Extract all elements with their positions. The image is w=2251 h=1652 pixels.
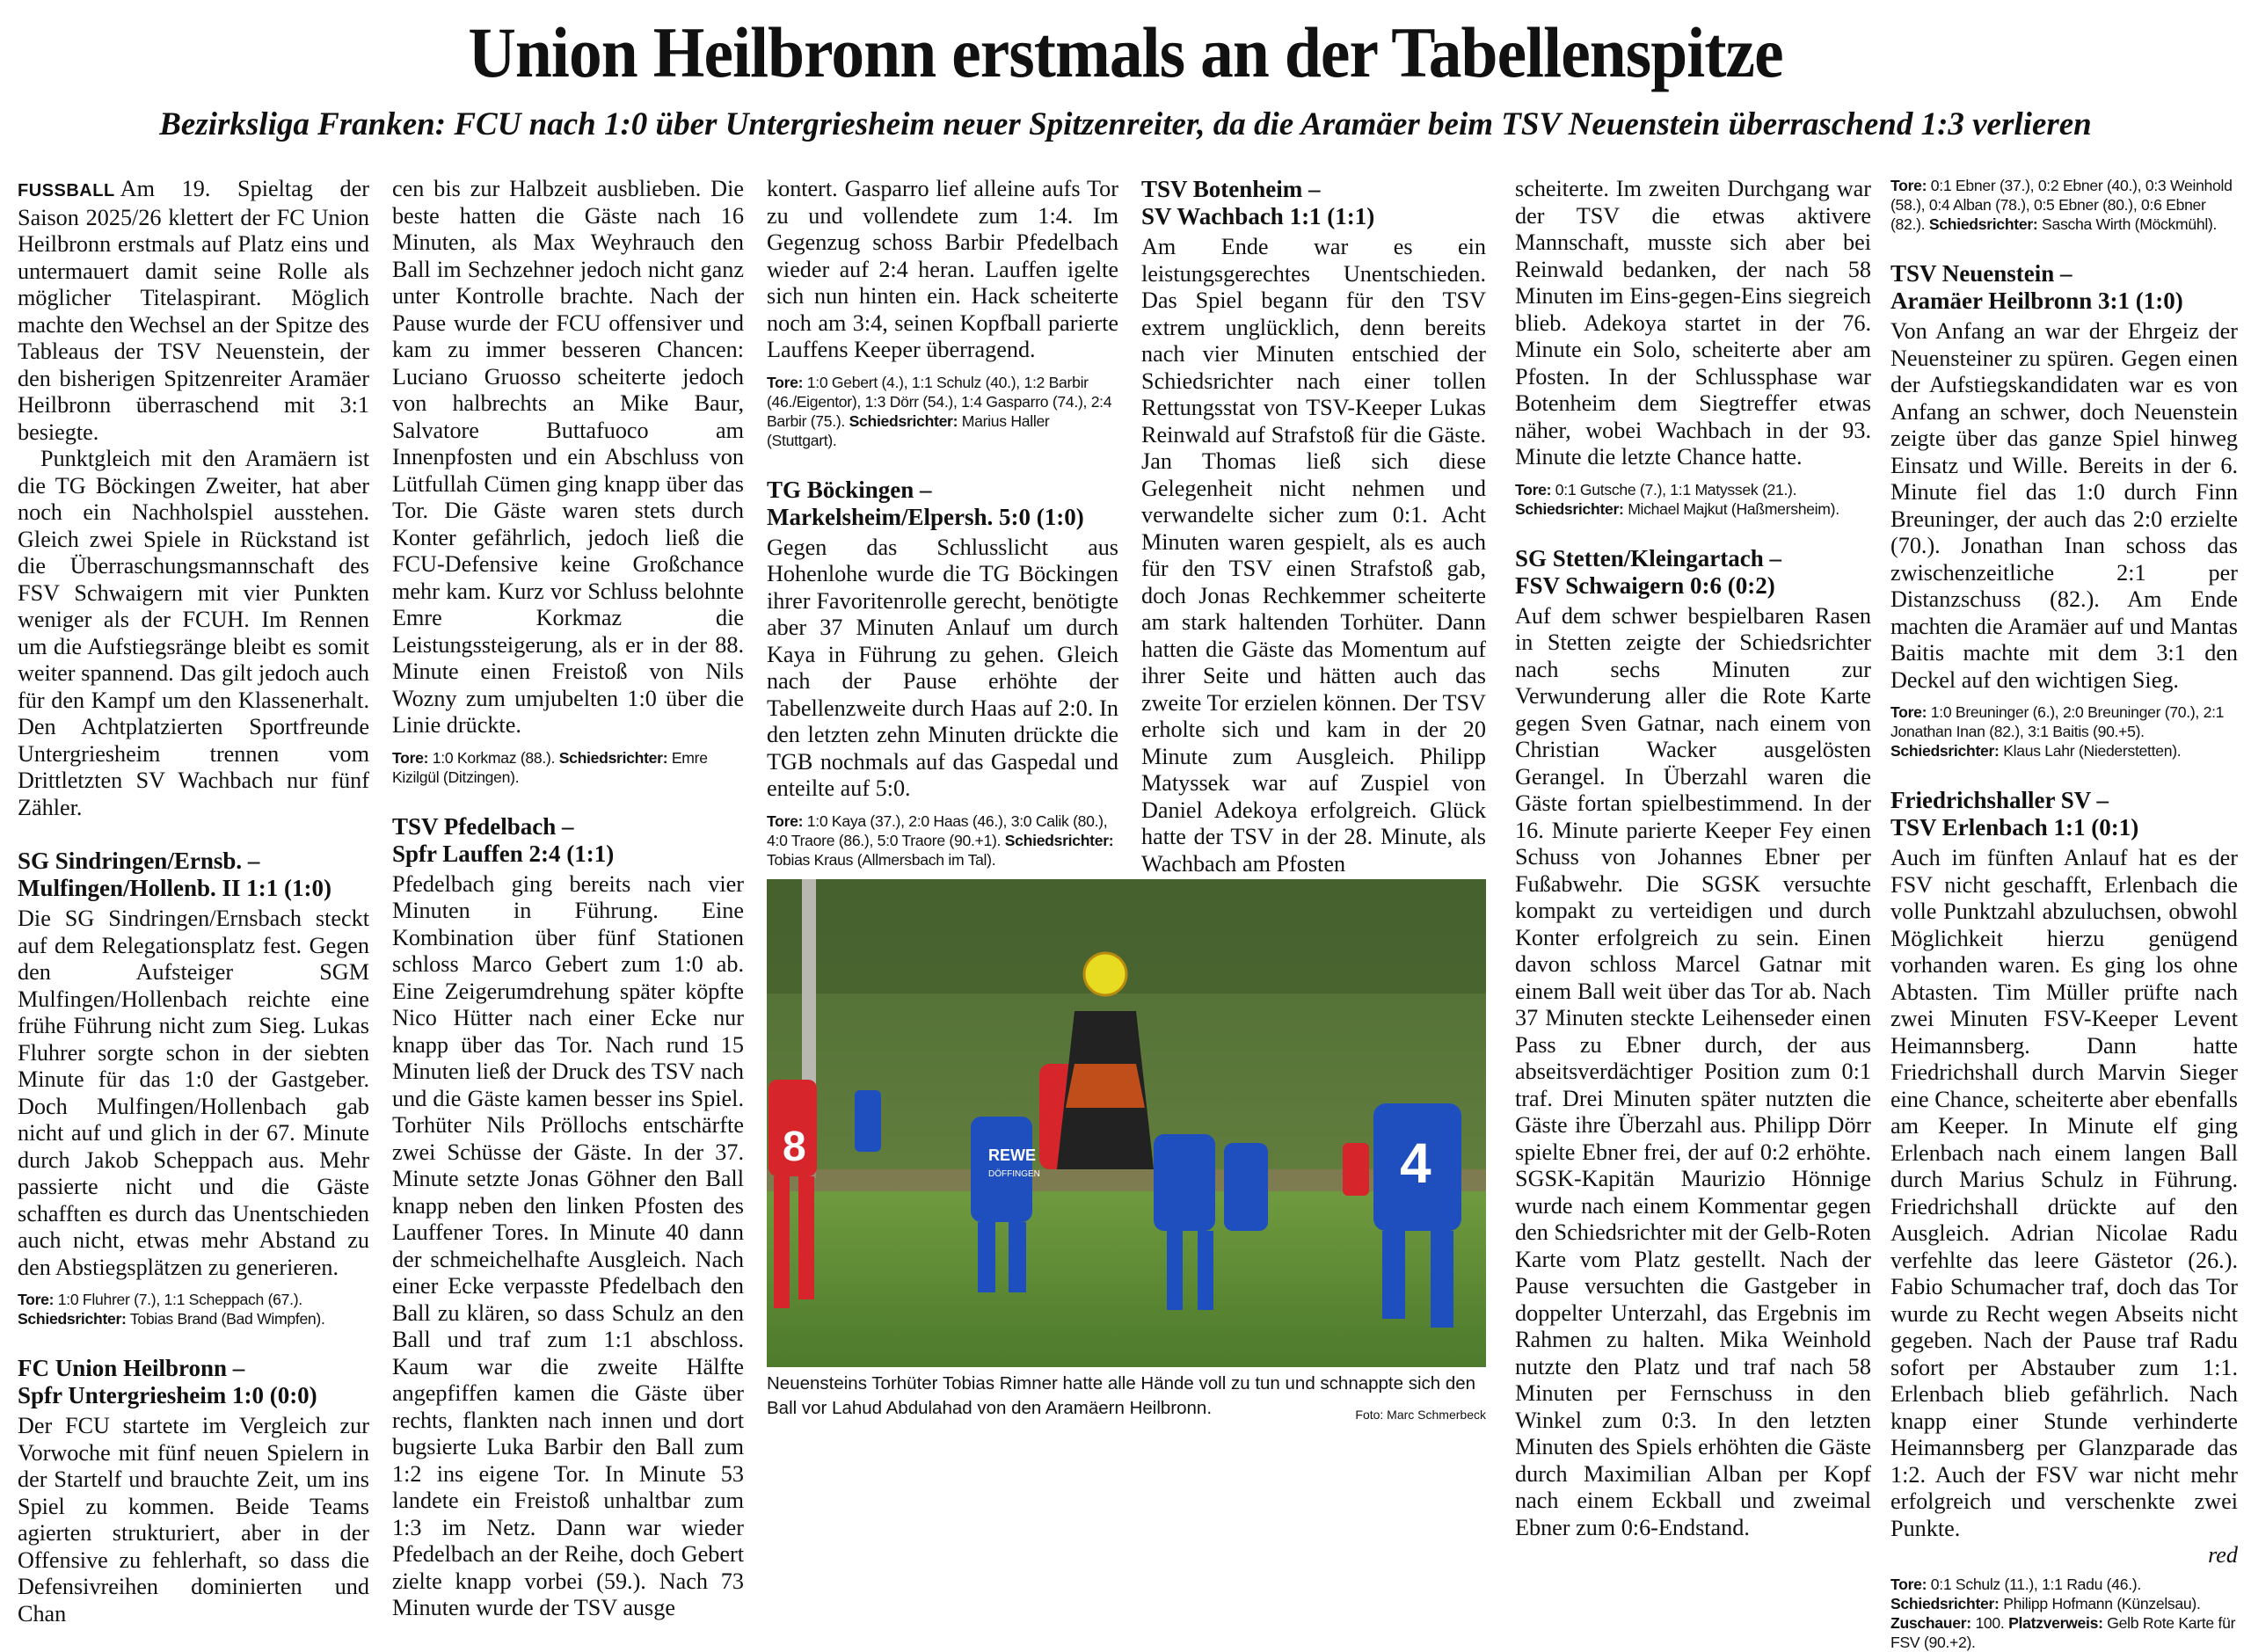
photo-caption (767, 1372, 1486, 1427)
headline: Union Heilbronn erstmals an der Tabellenspitze (468, 12, 1783, 92)
match-report-cont: scheiterte. Im zweiten Durchgang war der TSV die etwas aktivere Mannschaft, musste sich aber bei Reinwald bedanken, der nach 58 Minuten im Eins-gegen-Eins siegreich blieb. Adekoya startet in der 76. Minute ein Solo, scheiterte aber am Pfosten. In der Schlussphase war Botenheim dem Siegtreffer etwas näher, wobei Wachbach in der 93. Minute die letzte Chance hatte. (1515, 176, 1871, 469)
match-teams: TSV Pfedelbach – (392, 812, 574, 840)
match-heading (1890, 787, 2238, 841)
goals: 1:0 Korkmaz (88.). (432, 748, 556, 767)
kicker: FUSSBALL (18, 181, 115, 200)
referee-label: Schiedsrichter: (1928, 215, 2038, 233)
match-stats (1890, 176, 2238, 234)
match-heading (392, 813, 744, 868)
goals-label: Tore: (18, 1291, 55, 1308)
match-teams: SG Stetten/Kleingartach – (1515, 544, 1781, 571)
sponsor-logo: REWE (988, 1146, 1036, 1164)
goals-label: Tore: (392, 748, 429, 767)
intro-paragraph (18, 176, 369, 446)
match-stats (767, 811, 1118, 870)
match-heading (1141, 176, 1486, 230)
goals: 0:1 Schulz (11.), 1:1 Radu (46.). (1930, 1575, 2141, 1593)
goals-label: Tore: (1515, 480, 1552, 499)
column-2 (392, 176, 744, 1622)
caption-text: Neuensteins Torhüter Tobias Rimner hatte alle Hände voll zu tun und schnappte sich den Ball vor Lahud Abdulahad von den Aramäern Heilbronn. (767, 1373, 1476, 1418)
goals: 1:0 Kaya (37.), 2:0 Haas (46.), 3:0 Calik (80.), 4:0 Traore (86.), 5:0 Traore (90.+1). (767, 811, 1108, 849)
referee: Philipp Hofmann (Künzelsau). (2003, 1594, 2201, 1612)
match-result: Mulfingen/Hollenb. II 1:1 (1:0) (18, 875, 332, 901)
match-teams: SG Sindringen/Ernsb. – (18, 848, 260, 874)
referee: Tobias Brand (Bad Wimpfen). (129, 1310, 325, 1328)
referee: Sascha Wirth (Möckmühl). (2042, 215, 2218, 233)
column-3 (767, 176, 1118, 870)
goals-label: Tore: (767, 373, 804, 391)
match-teams: TG Böckingen – (767, 476, 932, 503)
match-result: Aramäer Heilbronn 3:1 (1:0) (1890, 287, 2183, 314)
column-6 (1890, 176, 2238, 1652)
goals: 1:0 Breuninger (6.), 2:0 Breuninger (70.), 2:1 Jonathan Inan (82.), 3:1 Baitis (90.+5). (1890, 703, 2225, 740)
sending-off-label: Platzverweis: (2008, 1613, 2103, 1632)
match-teams: Friedrichshaller SV – (1890, 787, 2109, 813)
match-heading (767, 477, 1118, 531)
intro-paragraph-2: Punktgleich mit den Aramäern ist die TG Böckingen Zweiter, hat aber noch ein Nachholspiel ausstehen. Gleich zwei Spiele in Rückstand ist die Überraschungsmannschaft des FSV Schwaigern mit vier Punkten weniger als der FCUH. Im Rennen um die Aufstiegsränge bleibt es somit weiter spannend. Das gilt jedoch auch für den Kampf um den Klassenerhalt. Den Achtplatzierten Sportfreunde Untergriesheim trennen vom Drittletzten SV Wachbach nur fünf Zähler. (18, 446, 369, 820)
author-credit: red (2208, 1542, 2238, 1568)
intro-text: Am 19. Spieltag der Saison 2025/26 klettert der FC Union Heilbronn erstmals auf Platz eins und untermauert damit seine Rolle als möglicher Titelaspirant. Möglich machte den Wechsel an der Spitze des Tableaus der TSV Neuenstein, der den bisherigen Spitzenreiter Aramäer Heilbronn überraschend mit 3:1 besiegte. (18, 176, 369, 445)
goals: 0:1 Ebner (37.), 0:2 Ebner (40.), 0:3 Weinhold (58.), 0:4 Alban (78.), 0:5 Ebner (80.), 0:6 Ebner (82.). (1890, 177, 2233, 233)
sponsor-sub: DÖFFINGEN (988, 1169, 1040, 1179)
goals-label: Tore: (1890, 177, 1927, 194)
match-report-cont: cen bis zur Halbzeit ausblieben. Die beste hatten die Gäste nach 16 Minuten, als Max Weyhrauch den Ball im Sechzehner jedoch nicht ganz unter Kontrolle brachte. Nach der Pause wurde der FCU offensiver und kam zu immer besseren Chancen: Luciano Gruosso scheiterte jedoch von halbrechts an Mike Baur, Salvatore Buttafuoco am Innenpfosten und ein Abschluss von Lütfullah Cümen ging knapp über das Tor. Die Gäste waren stets durch Konter gefährlich, jedoch ließ die FCU-Defensive keine Großchance mehr kam. Kurz vor Schluss belohnte Emre Korkmaz die Leistungssteigerung, als er in der 88. Minute einen Freistoß von Nils Wozny zum umjubelten 1:0 über die Linie drückte. (392, 176, 744, 738)
match-result: SV Wachbach 1:1 (1:1) (1141, 203, 1375, 229)
goals-label: Tore: (1890, 703, 1927, 721)
goals: 1:0 Gebert (4.), 1:1 Schulz (40.), 1:2 Barbir (46./Eigentor), 1:3 Dörr (54.), 1:4 Gasparro (74.), 2:4 Barbir (75.). (767, 373, 1112, 430)
goals: 0:1 Gutsche (7.), 1:1 Matyssek (21.). (1555, 480, 1797, 499)
goals-label: Tore: (767, 811, 804, 830)
referee: Michael Majkut (Haßmersheim). (1628, 499, 1839, 518)
referee: Emre Kizilgül (Ditzingen). (392, 748, 708, 786)
photo-credit: Foto: Marc Schmerbeck (1355, 1408, 1486, 1422)
match-result: Markelsheim/Elpersh. 5:0 (1:0) (767, 503, 1084, 530)
match-heading (18, 1355, 369, 1409)
match-stats (767, 373, 1118, 450)
match-heading (1890, 260, 2238, 315)
match-teams: TSV Neuenstein – (1890, 260, 2073, 287)
match-heading (1515, 545, 1871, 600)
referee-label: Schiedsrichter: (1890, 1594, 2000, 1612)
match-stats (1890, 1575, 2238, 1652)
match-report: Pfedelbach ging bereits nach vier Minuten in Führung. Eine Kombination über fünf Stationen schloss Marco Gebert zum 1:0 ab. Eine Zeigerumdrehung später köpfte Nico Hütter nach einer Ecke nur knapp über das Tor. Nach rund 15 Minuten ließ der Druck des TSV nach und die Gäste kamen besser ins Spiel. Torhüter Nils Pröllochs entschärfte zwei Schüsse der Gäste. In der 37. Minute setzte Jonas Göhner den Ball knapp neben den linken Pfosten des Lauffener Tores. In Minute 40 dann der schmeichelhafte Ausgleich. Nach einer Ecke verpasste Pfedelbach den Ball zu klären, so dass Schulz an den Ball und traf zum 1:1 abschloss. Kaum war die zweite Hälfte angepfiffen kamen die Gäste über rechts, flankten nach innen und dort bugsierte Luka Barbir den Ball zum 1:2 ins eigene Tor. In Minute 53 landete ein Freistoß unhaltbar zum 1:3 im Netz. Dann war wieder Pfedelbach an der Reihe, doch Gebert zielte knapp vorbei (59.). Nach 73 Minuten wurde der TSV ausge (392, 870, 744, 1620)
match-report-cont: kontert. Gasparro lief alleine aufs Tor zu und vollendete zum 1:4. Im Gegenzug schoss Barbir Pfedelbach wieder auf 2:4 heran. Lauffen igelte sich nun hinten ein. Hack scheiterte noch am 3:4, seinen Kopfball parierte Lauffens Keeper überragend. (767, 176, 1118, 362)
referee: Marius Haller (Stuttgart). (767, 411, 1050, 449)
match-report: Der FCU startete im Vergleich zur Vorwoche mit fünf neuen Spielern in der Startelf und brauchte Zeit, um ins Spiel zu kommen. Beide Teams agierten strukturiert, aber in der Offensive zu fehlerhaft, so dass die Defensivreihen dominierten und Chan (18, 1413, 369, 1627)
referee-label: Schiedsrichter: (849, 411, 958, 430)
column-4 (1141, 176, 1486, 877)
match-stats (392, 748, 744, 787)
sending-off: Gelb Rote Karte für FSV (90.+2). (1890, 1613, 2236, 1651)
match-result: Spfr Lauffen 2:4 (1:1) (392, 840, 615, 867)
match-report: Gegen das Schlusslicht aus Hohenlohe wurde die TG Böckingen ihrer Favoritenrolle gerecht, benötigte aber 37 Minuten Anlauf um durch Kaya in Führung zu gehen. Gleich nach der Pause erhöhte der Tabellenzweite durch Haas auf 2:0. In den letzten zehn Minuten drückte die TGB nochmals auf das Gaspedal und enteilte auf 5:0. (767, 534, 1118, 801)
match-result: FSV Schwaigern 0:6 (0:2) (1515, 571, 1775, 599)
goals-label: Tore: (1890, 1575, 1927, 1593)
goals: 1:0 Fluhrer (7.), 1:1 Scheppach (67.). (57, 1291, 302, 1308)
match-teams: TSV Botenheim – (1141, 176, 1321, 202)
referee-label: Schiedsrichter: (1515, 499, 1624, 518)
referee-label: Schiedsrichter: (558, 748, 668, 767)
match-report: Am Ende war es ein leistungsgerechtes Unentschieden. Das Spiel begann für den TSV extrem unglücklich, denn bereits nach vier Minuten entschied der Schiedsrichter nach einer tollen Rettungsstat von TSV-Keeper Lukas Reinwald auf Strafstoß für die Gäste. Jan Thomas ließ sich diese Gelegenheit nicht nehmen und verwandelte sicher zum 0:1. Acht Minuten waren gespielt, als es auch für den TSV einen Strafstoß gab, doch Jonas Rechkemmer scheiterte am stark haltenden Torhüter. Dann hatten die Gäste das Momentum auf ihrer Seite und hätten auch das zweite Tor erzielen können. Der TSV erholte sich und kam in der 20 Minute zum Ausgleich. Philipp Matyssek war auf Zuspiel von Daniel Adekoya erfolgreich. Glück hatte der TSV in der 28. Minute, als Wachbach am Pfosten (1141, 234, 1486, 877)
match-photo (767, 879, 1486, 1367)
match-report: Auf dem schwer bespielbaren Rasen in Stetten zeigte der Schiedsrichter nach sechs Minuten zur Verwunderung aller die Rote Karte gegen Sven Gatnar, nach einem von Christian Wacker ausgelösten Gerangel. In Überzahl waren die Gäste fortan spielbestimmend. In der 16. Minute parierte Keeper Fey einen Schuss von Johannes Ebner per Fußabwehr. Die SGSK versuchte kompakt zu verteidigen und durch Konter erfolgreich zu sein. Einen davon schloss Marcel Gatnar mit einem Ball weit über das Tor ab. Nach 37 Minuten steckte Leihenseder einen Pass zu Ebner durch, der aus abseitsverdächtiger Position zum 0:1 traf. Drei Minuten später nutzten die Gäste ihre Überzahl aus. Philipp Dörr spielte Ebner frei, der auf 0:2 erhöhte. SGSK-Kapitän Maurizio Hönnige wurde nach einem Kommentar gegen den Schiedsrichter mit der Gelb-Roten Karte vom Platz gestellt. Nach der Pause versuchten die Gastgeber in doppelter Unterzahl, das Ergebnis im Rahmen zu halten. Mika Weinhold nutzte den Platz und traf nach 58 Minuten per Fernschuss in den Winkel zum 0:3. In den letzten Minuten des Spiels erhöhten die Gäste durch Maximilian Alban per Kopf nach einem Eckball und zweimal Ebner zum 0:6-Endstand. (1515, 602, 1871, 1540)
referee: Tobias Kraus (Allmersbach im Tal). (767, 850, 996, 869)
match-stats (18, 1290, 369, 1328)
referee-label: Schiedsrichter: (1890, 742, 2000, 760)
column-5 (1515, 176, 1871, 1541)
match-result: TSV Erlenbach 1:1 (0:1) (1890, 814, 2139, 841)
match-stats (1515, 480, 1871, 519)
spectators: 100. (1975, 1613, 2005, 1632)
shirt-number: 4 (1400, 1132, 1431, 1195)
subhead: Bezirksliga Franken: FCU nach 1:0 über Untergriesheim neuer Spitzenreiter, da die Aramäer beim TSV Neuenstein überraschend 1:3 verlieren (159, 106, 2092, 142)
match-stats (1890, 702, 2238, 761)
shirt-number: 8 (783, 1124, 806, 1170)
referee: Klaus Lahr (Niederstetten). (2003, 742, 2182, 760)
column-1 (18, 176, 369, 1627)
match-teams: FC Union Heilbronn – (18, 1355, 245, 1381)
match-report: Die SG Sindringen/Ernsbach steckt auf dem Relegationsplatz fest. Gegen den Aufsteiger SGM Mulfingen/Hollenbach reichte eine frühe Führung nicht zum Sieg. Lukas Fluhrer sorgte schon in der siebten Minute für das 1:0 der Gastgeber. Doch Mulfingen/Hollenbach gab nicht auf und glich in der 67. Minute durch Jakob Scheppach aus. Mehr passierte nicht und die Gäste schafften es durch das Unentschieden auch nicht, etwas mehr Abstand zu den Abstiegsplätzen zu generieren. (18, 906, 369, 1280)
match-heading (18, 848, 369, 902)
match-result: Spfr Untergriesheim 1:0 (0:0) (18, 1382, 317, 1408)
referee-label: Schiedsrichter: (18, 1310, 127, 1328)
spectators-label: Zuschauer: (1890, 1613, 1971, 1632)
match-report: Von Anfang an war der Ehrgeiz der Neuensteiner zu spüren. Gegen einen der Aufstiegskandidaten war es von Anfang an schwer, doch Neuenstein zeigte über das ganze Spiel hinweg Einsatz und Wille. Bereits in der 6. Minute fiel das 1:0 durch Finn Breuninger, der auch das 2:0 erzielte (70.). Jonathan Inan schoss das zwischenzeitliche 2:1 per Distanzschuss (82.). Am Ende machten die Aramäer auf und Mantas Baitis machte mit dem 3:1 den Deckel auf den wichtigen Sieg. (1890, 318, 2238, 693)
referee-label: Schiedsrichter: (1004, 831, 1114, 849)
match-report: Auch im fünften Anlauf hat es der FSV nicht geschafft, Erlenbach die volle Punktzahl abzuluchsen, obwohl Möglichkeit hierzu genügend vorhanden waren. Es ging los ohne Abtasten. Tim Müller prüfte nach zwei Minuten FSV-Keeper Levent Heimannsberg. Dann hatte Friedrichshall durch Marvin Sieger eine Chance, scheiterte aber ebenfalls am Keeper. In Minute elf ging Erlenbach nach einem langen Ball durch Marius Schulz in Führung. Friedrichshall drückte auf den Ausgleich. Adrian Nicolae Radu verfehlte das leere Gästetor (26.). Fabio Schumacher traf, doch das Tor wurde zu Recht wegen Abseits nicht gegeben. Nach der Pause traf Radu sofort per Abstauber zum 1:1. Erlenbach blieb gefährlich. Nach knapp einer Stunde verhinderte Heimannsberg per Glanzparade das 1:2. Auch der FSV war nicht mehr erfolgreich und verschenkte zwei Punkte. (1890, 845, 2238, 1541)
